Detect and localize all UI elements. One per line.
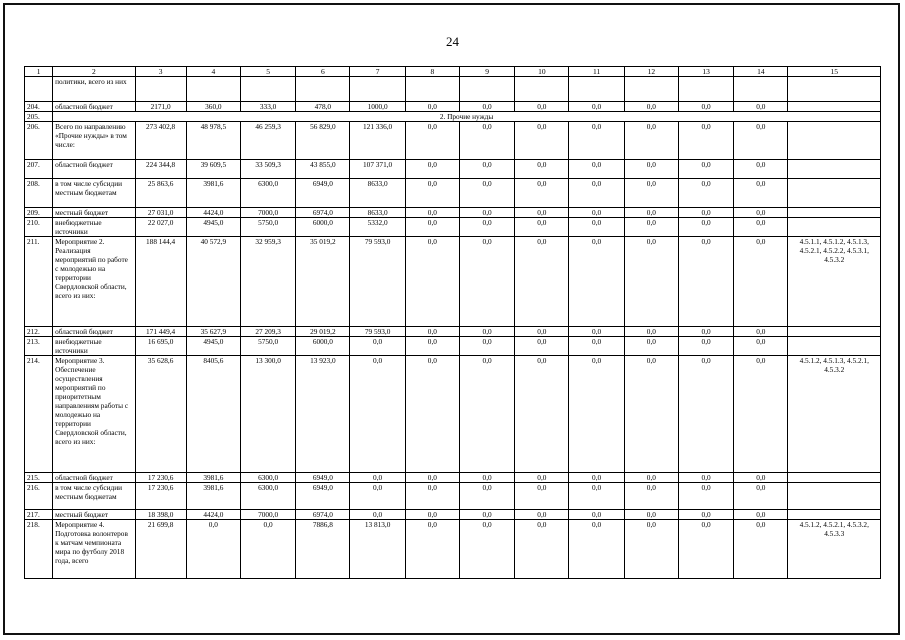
row-number: 210. bbox=[25, 218, 53, 237]
value-cell bbox=[240, 77, 295, 102]
value-cell: 33 509,3 bbox=[240, 160, 295, 179]
value-cell: 0,0 bbox=[734, 337, 788, 356]
value-cell: 4424,0 bbox=[186, 208, 240, 218]
value-cell: 0,0 bbox=[678, 327, 733, 337]
value-cell: 6949,0 bbox=[296, 179, 350, 208]
target-codes bbox=[788, 473, 881, 483]
value-cell: 0,0 bbox=[569, 218, 624, 237]
header-row bbox=[25, 67, 881, 77]
target-codes bbox=[788, 179, 881, 208]
value-cell: 273 402,8 bbox=[135, 122, 186, 160]
target-codes bbox=[788, 327, 881, 337]
value-cell: 0,0 bbox=[734, 237, 788, 327]
row-description: областной бюджет bbox=[53, 160, 135, 179]
value-cell: 21 699,8 bbox=[135, 520, 186, 579]
value-cell: 0,0 bbox=[515, 179, 569, 208]
value-cell: 107 371,0 bbox=[350, 160, 405, 179]
value-cell: 0,0 bbox=[459, 337, 514, 356]
value-cell: 0,0 bbox=[569, 237, 624, 327]
table-row bbox=[25, 337, 881, 356]
value-cell: 5750,0 bbox=[240, 337, 295, 356]
value-cell: 22 027,0 bbox=[135, 218, 186, 237]
value-cell: 0,0 bbox=[405, 327, 459, 337]
value-cell: 0,0 bbox=[678, 218, 733, 237]
value-cell: 0,0 bbox=[459, 122, 514, 160]
value-cell: 3981,6 bbox=[186, 473, 240, 483]
value-cell: 0,0 bbox=[515, 327, 569, 337]
header-cell: 8 bbox=[405, 67, 459, 77]
value-cell: 0,0 bbox=[569, 179, 624, 208]
row-description: в том числе субсидии местным бюджетам bbox=[53, 179, 135, 208]
table-row bbox=[25, 160, 881, 179]
value-cell: 0,0 bbox=[678, 102, 733, 112]
table-row bbox=[25, 237, 881, 327]
value-cell: 6300,0 bbox=[240, 483, 295, 510]
value-cell: 48 978,5 bbox=[186, 122, 240, 160]
value-cell: 35 628,6 bbox=[135, 356, 186, 473]
value-cell: 7886,8 bbox=[296, 520, 350, 579]
table-row bbox=[25, 122, 881, 160]
value-cell: 16 695,0 bbox=[135, 337, 186, 356]
value-cell: 56 829,0 bbox=[296, 122, 350, 160]
value-cell: 35 627,9 bbox=[186, 327, 240, 337]
value-cell: 0,0 bbox=[350, 356, 405, 473]
table-row bbox=[25, 218, 881, 237]
value-cell: 0,0 bbox=[734, 102, 788, 112]
value-cell: 0,0 bbox=[569, 473, 624, 483]
value-cell: 0,0 bbox=[678, 160, 733, 179]
value-cell: 0,0 bbox=[459, 160, 514, 179]
value-cell: 0,0 bbox=[569, 483, 624, 510]
page-number: 24 bbox=[446, 34, 459, 49]
value-cell bbox=[459, 77, 514, 102]
budget-table bbox=[24, 66, 881, 579]
value-cell: 0,0 bbox=[624, 510, 678, 520]
value-cell: 0,0 bbox=[624, 483, 678, 510]
value-cell: 35 019,2 bbox=[296, 237, 350, 327]
value-cell: 0,0 bbox=[678, 520, 733, 579]
row-number: 208. bbox=[25, 179, 53, 208]
value-cell: 46 259,3 bbox=[240, 122, 295, 160]
table-row bbox=[25, 77, 881, 102]
value-cell: 0,0 bbox=[734, 122, 788, 160]
row-description: Мероприятие 4. Подготовка волонтеров к матчам чемпионата мира по футболу 2018 года, всего bbox=[53, 520, 135, 579]
value-cell: 0,0 bbox=[405, 179, 459, 208]
value-cell: 0,0 bbox=[734, 208, 788, 218]
value-cell: 0,0 bbox=[350, 473, 405, 483]
value-cell: 0,0 bbox=[515, 122, 569, 160]
value-cell: 0,0 bbox=[734, 327, 788, 337]
row-number: 212. bbox=[25, 327, 53, 337]
row-number: 215. bbox=[25, 473, 53, 483]
target-codes bbox=[788, 208, 881, 218]
row-description: Мероприятие 2. Реализация мероприятий по работе с молодежью на территории Свердловской области, всего из них: bbox=[53, 237, 135, 327]
value-cell: 43 855,0 bbox=[296, 160, 350, 179]
value-cell: 0,0 bbox=[678, 483, 733, 510]
value-cell: 7000,0 bbox=[240, 510, 295, 520]
value-cell: 0,0 bbox=[515, 208, 569, 218]
value-cell: 0,0 bbox=[678, 208, 733, 218]
header-cell: 3 bbox=[135, 67, 186, 77]
value-cell: 6974,0 bbox=[296, 208, 350, 218]
value-cell: 0,0 bbox=[569, 208, 624, 218]
header-cell: 1 bbox=[25, 67, 53, 77]
value-cell bbox=[515, 77, 569, 102]
row-number: 207. bbox=[25, 160, 53, 179]
value-cell: 0,0 bbox=[678, 337, 733, 356]
row-number: 205. bbox=[25, 112, 53, 122]
value-cell: 3981,6 bbox=[186, 179, 240, 208]
value-cell: 0,0 bbox=[459, 218, 514, 237]
value-cell: 6949,0 bbox=[296, 483, 350, 510]
value-cell: 0,0 bbox=[240, 520, 295, 579]
table-row bbox=[25, 102, 881, 112]
value-cell: 0,0 bbox=[678, 473, 733, 483]
row-description: областной бюджет bbox=[53, 473, 135, 483]
target-codes bbox=[788, 102, 881, 112]
value-cell: 0,0 bbox=[569, 160, 624, 179]
value-cell: 5750,0 bbox=[240, 218, 295, 237]
value-cell: 0,0 bbox=[678, 122, 733, 160]
row-description: местный бюджет bbox=[53, 208, 135, 218]
value-cell: 18 398,0 bbox=[135, 510, 186, 520]
table-row bbox=[25, 327, 881, 337]
value-cell: 2171,0 bbox=[135, 102, 186, 112]
value-cell: 0,0 bbox=[405, 102, 459, 112]
value-cell: 0,0 bbox=[350, 510, 405, 520]
value-cell: 0,0 bbox=[405, 520, 459, 579]
target-codes bbox=[788, 483, 881, 510]
value-cell: 0,0 bbox=[624, 327, 678, 337]
header-cell: 7 bbox=[350, 67, 405, 77]
value-cell: 17 230,6 bbox=[135, 483, 186, 510]
table-row bbox=[25, 473, 881, 483]
value-cell: 0,0 bbox=[459, 510, 514, 520]
header-cell: 15 bbox=[788, 67, 881, 77]
value-cell: 6000,0 bbox=[296, 218, 350, 237]
target-codes: 4.5.1.2, 4.5.1.3, 4.5.2.1, 4.5.3.2 bbox=[788, 356, 881, 473]
value-cell bbox=[350, 77, 405, 102]
row-description: областной бюджет bbox=[53, 102, 135, 112]
value-cell: 188 144,4 bbox=[135, 237, 186, 327]
value-cell: 5332,0 bbox=[350, 218, 405, 237]
row-description: областной бюджет bbox=[53, 327, 135, 337]
value-cell: 79 593,0 bbox=[350, 237, 405, 327]
value-cell: 0,0 bbox=[734, 160, 788, 179]
row-description: в том числе субсидии местным бюджетам bbox=[53, 483, 135, 510]
value-cell: 0,0 bbox=[734, 179, 788, 208]
value-cell: 360,0 bbox=[186, 102, 240, 112]
header-cell: 9 bbox=[459, 67, 514, 77]
row-description: внебюджетные источники bbox=[53, 337, 135, 356]
value-cell bbox=[186, 77, 240, 102]
value-cell: 0,0 bbox=[405, 208, 459, 218]
value-cell: 121 336,0 bbox=[350, 122, 405, 160]
value-cell: 0,0 bbox=[459, 473, 514, 483]
value-cell: 6000,0 bbox=[296, 337, 350, 356]
section-row bbox=[25, 112, 881, 122]
row-number: 217. bbox=[25, 510, 53, 520]
target-codes bbox=[788, 160, 881, 179]
section-title: 2. Прочие нужды bbox=[53, 112, 881, 122]
row-description: местный бюджет bbox=[53, 510, 135, 520]
table-row bbox=[25, 510, 881, 520]
value-cell: 25 863,6 bbox=[135, 179, 186, 208]
value-cell: 0,0 bbox=[515, 520, 569, 579]
value-cell: 17 230,6 bbox=[135, 473, 186, 483]
value-cell: 0,0 bbox=[734, 356, 788, 473]
value-cell: 0,0 bbox=[624, 102, 678, 112]
value-cell: 6974,0 bbox=[296, 510, 350, 520]
value-cell: 0,0 bbox=[569, 520, 624, 579]
value-cell: 4424,0 bbox=[186, 510, 240, 520]
header-cell: 13 bbox=[678, 67, 733, 77]
value-cell: 0,0 bbox=[569, 510, 624, 520]
value-cell: 0,0 bbox=[624, 160, 678, 179]
header-cell: 14 bbox=[734, 67, 788, 77]
target-codes bbox=[788, 218, 881, 237]
target-codes bbox=[788, 77, 881, 102]
value-cell: 0,0 bbox=[624, 337, 678, 356]
value-cell: 0,0 bbox=[405, 356, 459, 473]
header-cell: 4 bbox=[186, 67, 240, 77]
row-number: 209. bbox=[25, 208, 53, 218]
value-cell: 8405,6 bbox=[186, 356, 240, 473]
value-cell bbox=[135, 77, 186, 102]
value-cell bbox=[734, 77, 788, 102]
target-codes: 4.5.1.1, 4.5.1.2, 4.5.1.3, 4.5.2.1, 4.5.2.2, 4.5.3.1, 4.5.3.2 bbox=[788, 237, 881, 327]
value-cell: 1000,0 bbox=[350, 102, 405, 112]
header-cell: 10 bbox=[515, 67, 569, 77]
value-cell: 0,0 bbox=[624, 473, 678, 483]
row-description: Мероприятие 3. Обеспечение осуществления мероприятий по приоритетным направлениям работы с молодежью на территории Свердловской области, всего из них: bbox=[53, 356, 135, 473]
value-cell: 478,0 bbox=[296, 102, 350, 112]
value-cell: 13 813,0 bbox=[350, 520, 405, 579]
value-cell: 0,0 bbox=[734, 218, 788, 237]
value-cell: 0,0 bbox=[624, 218, 678, 237]
row-description: политики, всего из них bbox=[53, 77, 135, 102]
value-cell: 0,0 bbox=[405, 473, 459, 483]
value-cell: 0,0 bbox=[624, 208, 678, 218]
row-number bbox=[25, 77, 53, 102]
value-cell: 0,0 bbox=[624, 179, 678, 208]
value-cell: 0,0 bbox=[734, 520, 788, 579]
value-cell: 0,0 bbox=[678, 179, 733, 208]
value-cell: 0,0 bbox=[459, 208, 514, 218]
value-cell: 4945,0 bbox=[186, 337, 240, 356]
value-cell: 0,0 bbox=[405, 337, 459, 356]
value-cell: 0,0 bbox=[405, 237, 459, 327]
value-cell: 333,0 bbox=[240, 102, 295, 112]
value-cell: 40 572,9 bbox=[186, 237, 240, 327]
value-cell: 0,0 bbox=[459, 102, 514, 112]
value-cell: 0,0 bbox=[624, 122, 678, 160]
value-cell: 0,0 bbox=[515, 160, 569, 179]
row-description: Всего по направлению «Прочие нужды» в том числе: bbox=[53, 122, 135, 160]
row-number: 211. bbox=[25, 237, 53, 327]
value-cell: 0,0 bbox=[459, 483, 514, 510]
table-row bbox=[25, 356, 881, 473]
value-cell: 0,0 bbox=[569, 337, 624, 356]
value-cell: 3981,6 bbox=[186, 483, 240, 510]
header-cell: 11 bbox=[569, 67, 624, 77]
value-cell: 0,0 bbox=[405, 510, 459, 520]
value-cell: 0,0 bbox=[405, 122, 459, 160]
target-codes bbox=[788, 122, 881, 160]
value-cell: 8633,0 bbox=[350, 179, 405, 208]
value-cell: 6300,0 bbox=[240, 179, 295, 208]
value-cell: 0,0 bbox=[515, 356, 569, 473]
header-cell: 6 bbox=[296, 67, 350, 77]
value-cell: 39 609,5 bbox=[186, 160, 240, 179]
value-cell: 0,0 bbox=[459, 327, 514, 337]
value-cell bbox=[624, 77, 678, 102]
header-cell: 2 bbox=[53, 67, 135, 77]
table-row bbox=[25, 520, 881, 579]
row-description: внебюджетные источники bbox=[53, 218, 135, 237]
value-cell bbox=[405, 77, 459, 102]
value-cell: 0,0 bbox=[515, 483, 569, 510]
value-cell: 0,0 bbox=[569, 356, 624, 473]
value-cell: 0,0 bbox=[569, 327, 624, 337]
value-cell: 0,0 bbox=[678, 356, 733, 473]
value-cell: 27 031,0 bbox=[135, 208, 186, 218]
value-cell: 0,0 bbox=[405, 483, 459, 510]
value-cell: 0,0 bbox=[624, 237, 678, 327]
value-cell: 0,0 bbox=[515, 473, 569, 483]
value-cell: 0,0 bbox=[624, 356, 678, 473]
value-cell: 0,0 bbox=[515, 337, 569, 356]
value-cell: 32 959,3 bbox=[240, 237, 295, 327]
value-cell bbox=[678, 77, 733, 102]
value-cell: 0,0 bbox=[459, 179, 514, 208]
value-cell: 4945,0 bbox=[186, 218, 240, 237]
row-number: 206. bbox=[25, 122, 53, 160]
value-cell: 8633,0 bbox=[350, 208, 405, 218]
header-cell: 5 bbox=[240, 67, 295, 77]
value-cell: 7000,0 bbox=[240, 208, 295, 218]
target-codes bbox=[788, 510, 881, 520]
value-cell: 0,0 bbox=[624, 520, 678, 579]
value-cell: 224 344,8 bbox=[135, 160, 186, 179]
value-cell: 6300,0 bbox=[240, 473, 295, 483]
value-cell bbox=[569, 77, 624, 102]
value-cell: 0,0 bbox=[515, 218, 569, 237]
row-number: 213. bbox=[25, 337, 53, 356]
value-cell: 0,0 bbox=[678, 237, 733, 327]
value-cell: 13 300,0 bbox=[240, 356, 295, 473]
value-cell: 0,0 bbox=[515, 510, 569, 520]
value-cell: 0,0 bbox=[734, 483, 788, 510]
table-row bbox=[25, 179, 881, 208]
row-number: 204. bbox=[25, 102, 53, 112]
value-cell: 29 019,2 bbox=[296, 327, 350, 337]
value-cell: 0,0 bbox=[515, 102, 569, 112]
value-cell: 0,0 bbox=[678, 510, 733, 520]
value-cell: 0,0 bbox=[569, 102, 624, 112]
row-number: 216. bbox=[25, 483, 53, 510]
table-row bbox=[25, 208, 881, 218]
value-cell: 13 923,0 bbox=[296, 356, 350, 473]
value-cell: 0,0 bbox=[515, 237, 569, 327]
header-cell: 12 bbox=[624, 67, 678, 77]
value-cell: 0,0 bbox=[734, 473, 788, 483]
value-cell: 0,0 bbox=[734, 510, 788, 520]
row-number: 218. bbox=[25, 520, 53, 579]
value-cell: 79 593,0 bbox=[350, 327, 405, 337]
target-codes: 4.5.1.2, 4.5.2.1, 4.5.3.2, 4.5.3.3 bbox=[788, 520, 881, 579]
value-cell: 27 209,3 bbox=[240, 327, 295, 337]
value-cell: 0,0 bbox=[350, 337, 405, 356]
value-cell: 0,0 bbox=[405, 160, 459, 179]
value-cell: 0,0 bbox=[186, 520, 240, 579]
value-cell: 0,0 bbox=[405, 218, 459, 237]
value-cell: 171 449,4 bbox=[135, 327, 186, 337]
table-row bbox=[25, 483, 881, 510]
value-cell bbox=[296, 77, 350, 102]
value-cell: 0,0 bbox=[350, 483, 405, 510]
value-cell: 0,0 bbox=[459, 356, 514, 473]
value-cell: 6949,0 bbox=[296, 473, 350, 483]
row-number: 214. bbox=[25, 356, 53, 473]
value-cell: 0,0 bbox=[459, 520, 514, 579]
target-codes bbox=[788, 337, 881, 356]
value-cell: 0,0 bbox=[569, 122, 624, 160]
value-cell: 0,0 bbox=[459, 237, 514, 327]
